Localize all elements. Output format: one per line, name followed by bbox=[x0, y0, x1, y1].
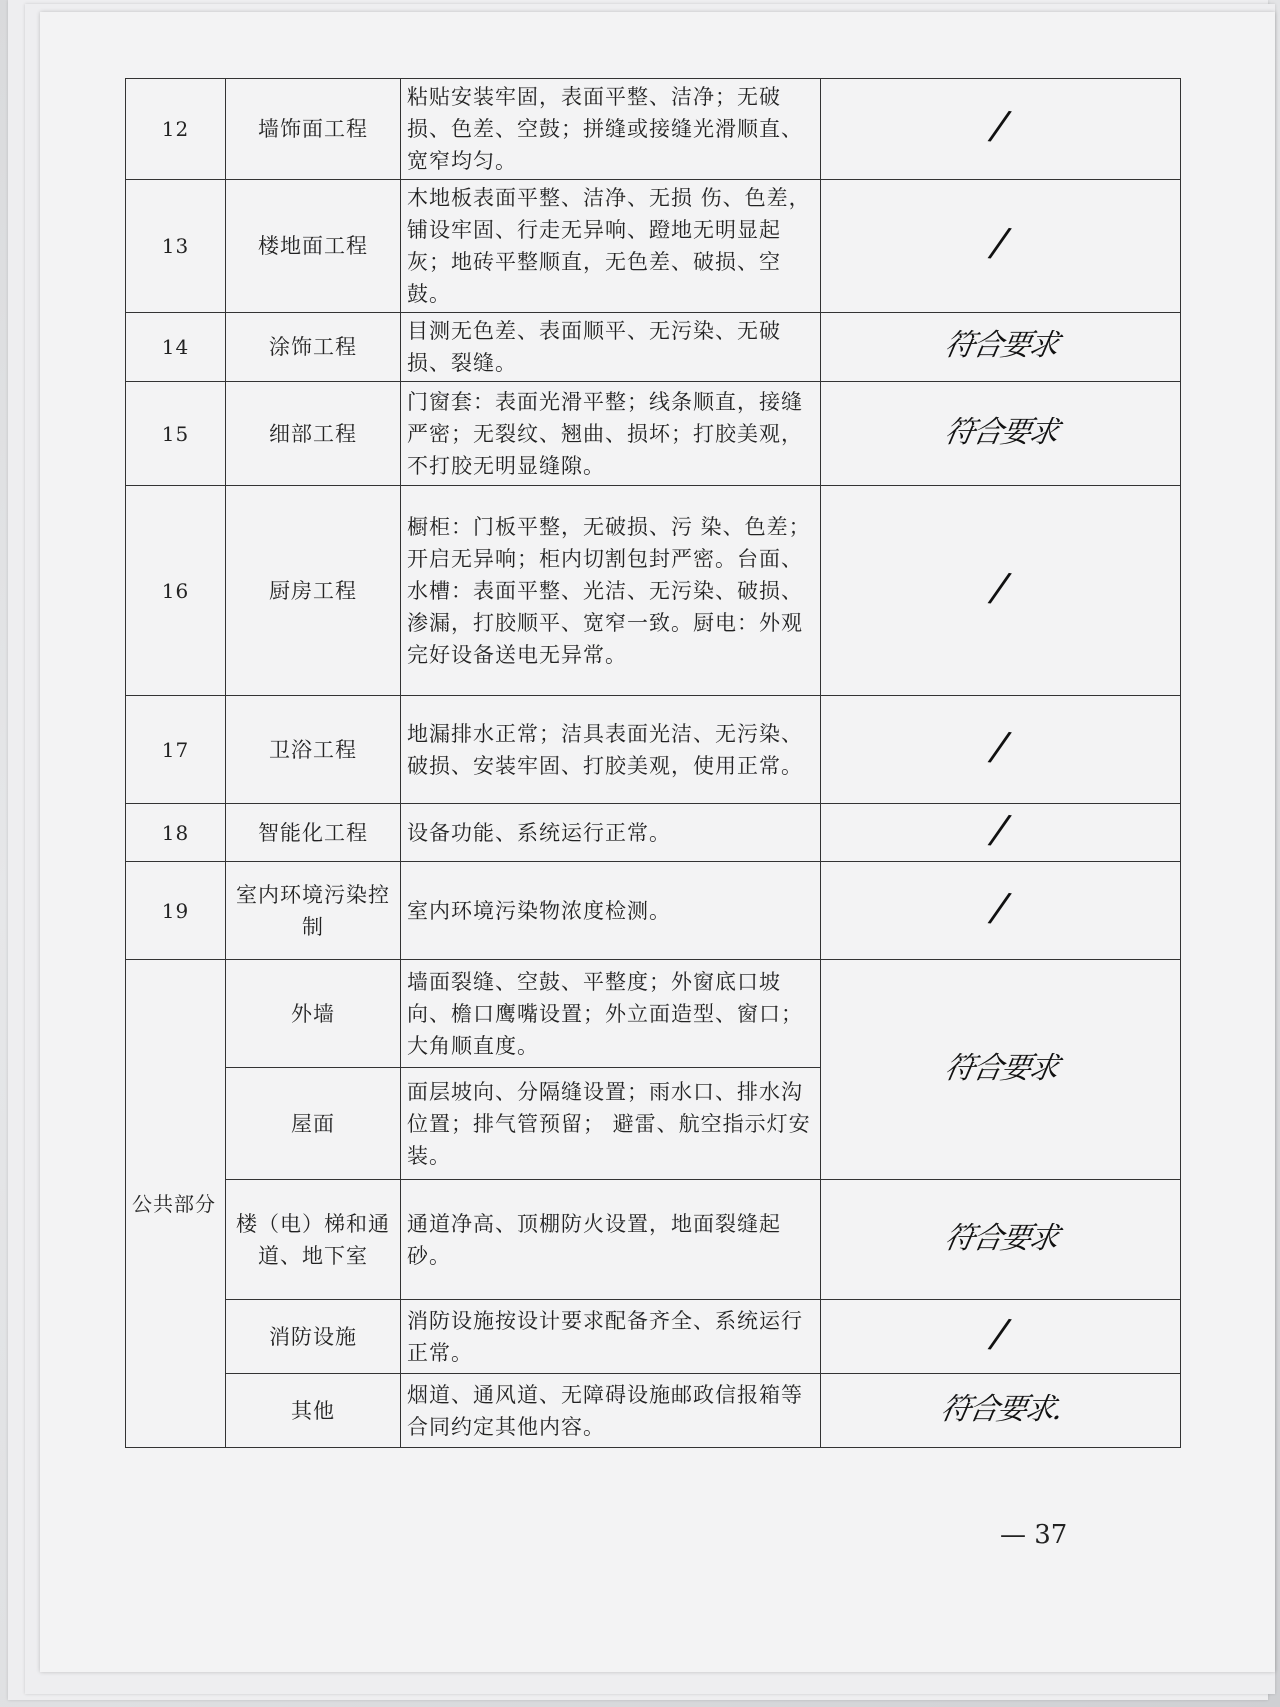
item-requirement: 地漏排水正常；洁具表面光洁、无污染、破损、安装牢固、打胶美观，使用正常。 bbox=[401, 696, 821, 804]
result-cell bbox=[821, 382, 1181, 486]
table-row bbox=[126, 960, 1181, 1068]
result-signature: 符合要求. bbox=[937, 1391, 1064, 1427]
table-row bbox=[126, 313, 1181, 382]
item-name: 厨房工程 bbox=[226, 486, 401, 696]
result-mark: / bbox=[990, 1309, 1011, 1358]
item-name: 屋面 bbox=[226, 1068, 401, 1180]
result-mark: / bbox=[990, 563, 1011, 612]
result-signature: 符合要求 bbox=[941, 1220, 1060, 1256]
table-row bbox=[126, 79, 1181, 180]
item-requirement: 目测无色差、表面顺平、无污染、无破损、裂缝。 bbox=[401, 313, 821, 382]
row-number: 19 bbox=[126, 862, 226, 960]
table-row bbox=[126, 1180, 1181, 1300]
item-requirement: 烟道、通风道、无障碍设施邮政信报箱等合同约定其他内容。 bbox=[401, 1374, 821, 1448]
result-cell bbox=[821, 696, 1181, 804]
result-cell bbox=[821, 313, 1181, 382]
table-row bbox=[126, 382, 1181, 486]
item-requirement: 墙面裂缝、空鼓、平整度；外窗底口坡向、檐口鹰嘴设置；外立面造型、窗口；大角顺直度。 bbox=[401, 960, 821, 1068]
item-name: 涂饰工程 bbox=[226, 313, 401, 382]
row-number: 17 bbox=[126, 696, 226, 804]
item-requirement: 通道净高、顶棚防火设置，地面裂缝起砂。 bbox=[401, 1180, 821, 1300]
result-mark: / bbox=[990, 722, 1011, 771]
item-name: 卫浴工程 bbox=[226, 696, 401, 804]
item-name: 楼（电）梯和通道、地下室 bbox=[226, 1180, 401, 1300]
table-row bbox=[126, 486, 1181, 696]
item-name: 其他 bbox=[226, 1374, 401, 1448]
item-name: 智能化工程 bbox=[226, 804, 401, 862]
result-mark: / bbox=[990, 102, 1011, 150]
item-name: 室内环境污染控制 bbox=[226, 862, 401, 960]
result-cell bbox=[821, 486, 1181, 696]
item-requirement: 门窗套：表面光滑平整；线条顺直，接缝严密；无裂纹、翘曲、损坏；打胶美观，不打胶无明显缝隙。 bbox=[401, 382, 821, 486]
inspection-table bbox=[125, 78, 1181, 1448]
item-requirement: 消防设施按设计要求配备齐全、系统运行正常。 bbox=[401, 1300, 821, 1374]
result-cell bbox=[821, 180, 1181, 313]
row-number: 13 bbox=[126, 180, 226, 313]
result-signature: 符合要求 bbox=[941, 328, 1060, 363]
item-requirement: 粘贴安装牢固，表面平整、洁净；无破损、色差、空鼓；拼缝或接缝光滑顺直、宽窄均匀。 bbox=[401, 79, 821, 180]
result-cell bbox=[821, 1374, 1181, 1448]
item-requirement: 面层坡向、分隔缝设置；雨水口、排水沟位置；排气管预留； 避雷、航空指示灯安装。 bbox=[401, 1068, 821, 1180]
table-row bbox=[126, 1374, 1181, 1448]
item-name: 墙饰面工程 bbox=[226, 79, 401, 180]
item-name: 外墙 bbox=[226, 960, 401, 1068]
item-name: 消防设施 bbox=[226, 1300, 401, 1374]
result-cell bbox=[821, 960, 1181, 1180]
table-row bbox=[126, 180, 1181, 313]
row-number: 12 bbox=[126, 79, 226, 180]
result-signature: 符合要求 bbox=[941, 1050, 1060, 1086]
public-group-label: 公共部分 bbox=[126, 960, 226, 1448]
item-requirement: 室内环境污染物浓度检测。 bbox=[401, 862, 821, 960]
row-number: 16 bbox=[126, 486, 226, 696]
item-name: 细部工程 bbox=[226, 382, 401, 486]
result-mark: / bbox=[990, 805, 1011, 854]
item-name: 楼地面工程 bbox=[226, 180, 401, 313]
result-cell bbox=[821, 1180, 1181, 1300]
result-cell bbox=[821, 1300, 1181, 1374]
table-row bbox=[126, 804, 1181, 862]
row-number: 14 bbox=[126, 313, 226, 382]
table-row bbox=[126, 696, 1181, 804]
result-cell bbox=[821, 862, 1181, 960]
result-mark: / bbox=[990, 883, 1011, 932]
result-mark: / bbox=[990, 219, 1011, 267]
row-number: 18 bbox=[126, 804, 226, 862]
row-number: 15 bbox=[126, 382, 226, 486]
result-cell bbox=[821, 79, 1181, 180]
item-requirement: 木地板表面平整、洁净、无损 伤、色差，铺设牢固、行走无异响、蹬地无明显起灰；地砖平整顺直，无色差、破损、空鼓。 bbox=[401, 180, 821, 313]
page-number: — 37 bbox=[1000, 1520, 1068, 1550]
table-row bbox=[126, 1300, 1181, 1374]
table-row bbox=[126, 862, 1181, 960]
result-cell bbox=[821, 804, 1181, 862]
item-requirement: 橱柜：门板平整，无破损、污 染、色差；开启无异响；柜内切割包封严密。台面、水槽：表面平整、光洁、无污染、破损、渗漏，打胶顺平、宽窄一致。厨电：外观完好设备送电无异常。 bbox=[401, 486, 821, 696]
result-signature: 符合要求 bbox=[941, 414, 1060, 450]
item-requirement: 设备功能、系统运行正常。 bbox=[401, 804, 821, 862]
